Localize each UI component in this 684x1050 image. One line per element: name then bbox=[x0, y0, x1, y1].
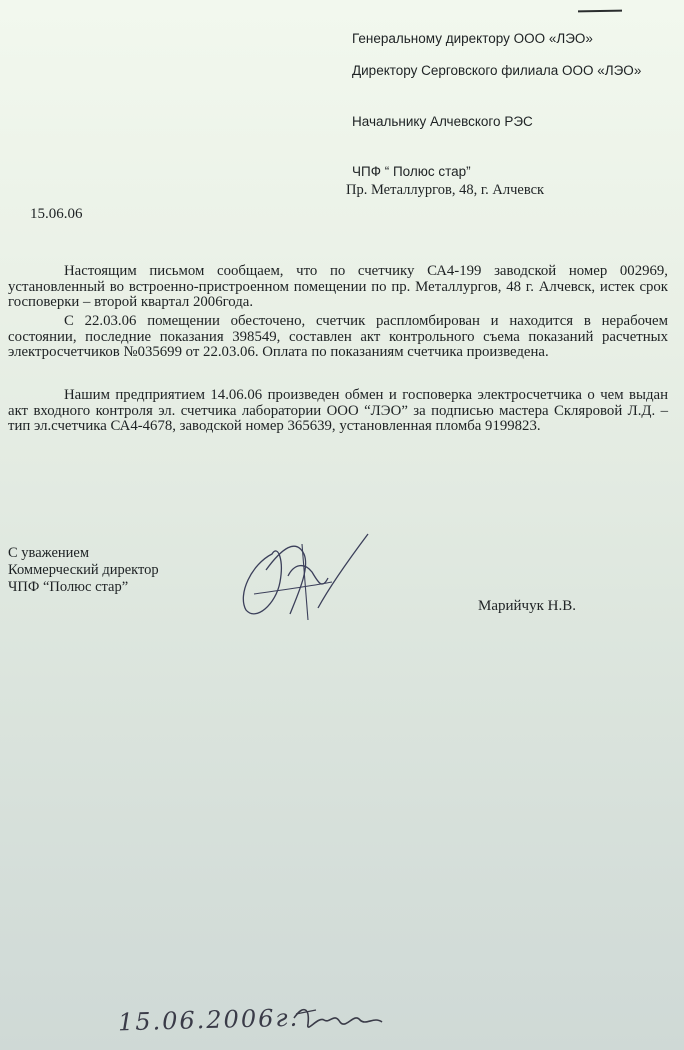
sender-name: ЧПФ “ Полюс стар” bbox=[352, 164, 471, 179]
body-paragraph-2: С 22.03.06 помещении обесточено, счетчик распломбирован и находится в нерабочем состоянии, последние показания 398549, составлен акт контрольного съема показаний расчетных электросчетчиков №035699 от 22.03.06. Оплата по показаниям счетчика произведена. bbox=[8, 313, 668, 360]
handwritten-initials bbox=[112, 994, 402, 1044]
recipient-1: Генеральному директору ООО «ЛЭО» bbox=[352, 31, 593, 46]
sender-address: Пр. Металлургов, 48, г. Алчевск bbox=[346, 182, 545, 198]
top-mark-line bbox=[578, 10, 622, 13]
signer-position: Коммерческий директор bbox=[8, 562, 159, 578]
closing-text: С уважением bbox=[8, 545, 90, 561]
recipient-2: Директору Серговского филиала ООО «ЛЭО» bbox=[352, 63, 642, 78]
signer-name: Марийчук Н.В. bbox=[478, 598, 576, 614]
handwritten-signature bbox=[232, 524, 382, 624]
handwritten-date: 15.06.2006г. bbox=[117, 1003, 300, 1037]
signer-company: ЧПФ “Полюс стар” bbox=[8, 579, 129, 595]
body-paragraph-3: Нашим предприятием 14.06.06 произведен обмен и госповерка электросчетчика о чем выдан акт входного контроля эл. счетчика лаборатории ООО “ЛЭО” за подписью мастера Скляровой Л.Д. – тип эл.счетчика СА4-4678, заводской номер 365639, установленная пломба 9199823. bbox=[8, 387, 668, 434]
recipient-3: Начальнику Алчевского РЭС bbox=[352, 114, 533, 129]
signature-block bbox=[8, 545, 159, 596]
letter-date: 15.06.06 bbox=[30, 206, 83, 222]
body-paragraph-1: Настоящим письмом сообщаем, что по счетчику СА4-199 заводской номер 002969, установленный во встроенно-пристроенном помещении по пр. Металлургов, 48 г. Алчевск, истек срок госповерки – второй квартал 2006года. bbox=[8, 263, 668, 310]
